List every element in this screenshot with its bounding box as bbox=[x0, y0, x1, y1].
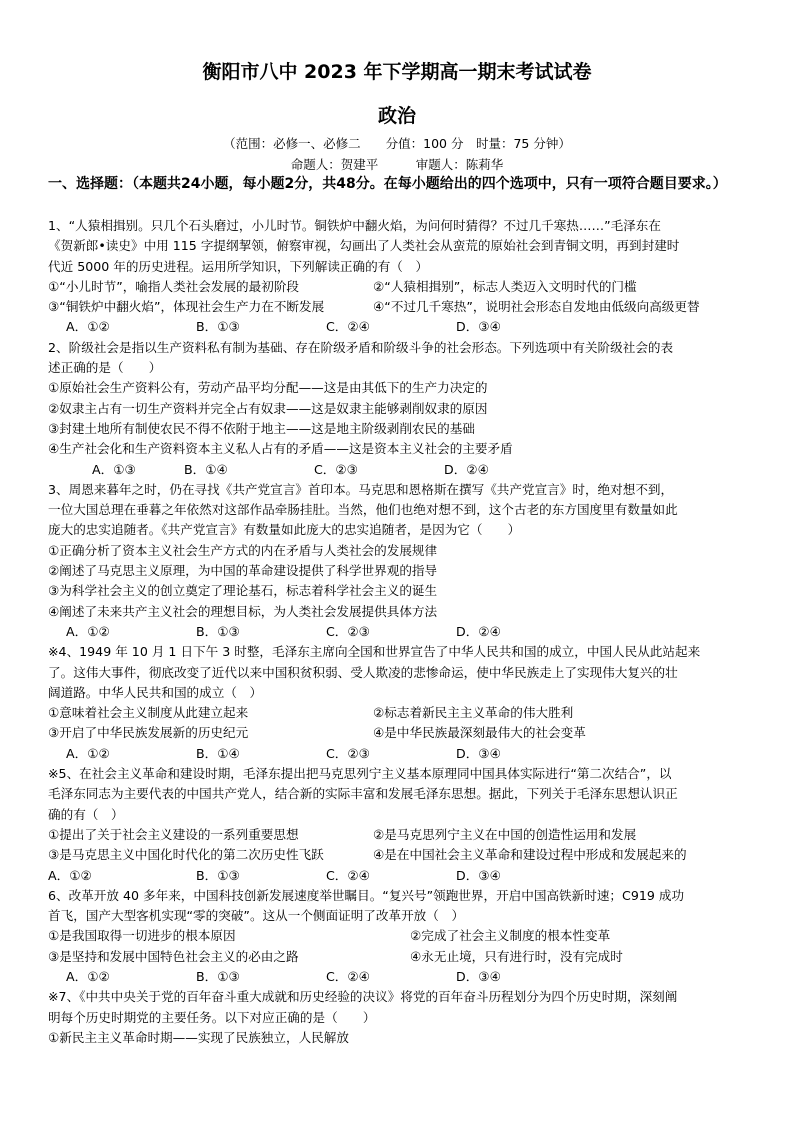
answer-option: D．②④ bbox=[444, 461, 489, 477]
answer-option: A．①② bbox=[66, 968, 110, 984]
answer-options bbox=[48, 460, 760, 480]
question-text: ①新民主主义革命时期——实现了民族独立，人民解放 bbox=[48, 1029, 349, 1045]
question-text: ※4、1949 年 10 月 1 日下午 3 时整，毛泽东主席向全国和世界宣告了中华人民共和国的成立，中国人民从此站起来 bbox=[48, 644, 701, 660]
answer-option: A．①② bbox=[48, 867, 92, 883]
question-2 bbox=[48, 338, 760, 480]
answer-option: C．②③ bbox=[314, 461, 358, 477]
answer-option: A．①③ bbox=[92, 461, 136, 477]
choice-item: ④是在中国社会主义革命和建设过程中形成和发展起来的 bbox=[373, 847, 687, 863]
choice-item: ①意味着社会主义制度从此建立起来 bbox=[48, 705, 249, 721]
question-text: 《贺新郎•读史》中用 115 字提纲挈领，俯察审视，勾画出了人类社会从蛮荒的原始社会到青铜文明，再到封建时 bbox=[48, 238, 680, 254]
question-text: 3、周恩来暮年之时，仍在寻找《共产党宣言》首印本。马克思和恩格斯在撰写《共产党宣言》时，绝对想不到， bbox=[48, 481, 674, 497]
exam-title: 衡阳市八中 2023 年下学期高一期末考试试卷 bbox=[202, 61, 592, 83]
question-text: ②奴隶主占有一切生产资料并完全占有奴隶——这是奴隶主能够剥削奴隶的原因 bbox=[48, 400, 488, 416]
question-text: 一位大国总理在垂暮之年依然对这部作品牵肠挂肚。当然，他们也绝对想不到，这个古老的东方国度里有数量如此 bbox=[48, 502, 678, 518]
question-text: 2、阶级社会是指以生产资料私有制为基础、存在阶级矛盾和阶级斗争的社会形态。下列选项中有关阶级社会的表 bbox=[48, 339, 674, 355]
question-text: ④阐述了未来共产主义社会的理想目标，为人类社会发展提供具体方法 bbox=[48, 603, 438, 619]
question-list bbox=[48, 216, 760, 1048]
choice-item: ④是中华民族最深刻最伟大的社会变革 bbox=[373, 725, 586, 741]
question-text: 首飞，国产大型客机实现“零的突破”。这从一个侧面证明了改革开放（ ） bbox=[48, 908, 465, 924]
answer-option: D．③④ bbox=[456, 745, 501, 761]
choice-row bbox=[48, 825, 760, 845]
question-text: 阔道路。中华人民共和国的成立（ ） bbox=[48, 684, 263, 700]
question-1 bbox=[48, 216, 760, 338]
choice-item: ③开启了中华民族发展新的历史纪元 bbox=[48, 725, 249, 741]
section-heading: 一、选择题：（本题共24小题，每小题2分，共48分。在每小题给出的四个选项中，只有一项符合题目要求。） bbox=[48, 176, 727, 192]
answer-options bbox=[48, 622, 760, 642]
question-text: ※7、《中共中央关于党的百年奋斗重大成就和历史经验的决议》将党的百年奋斗历程划分为四个历史时期，深刻阐 bbox=[48, 989, 678, 1005]
choice-item: ③是坚持和发展中国特色社会主义的必由之路 bbox=[48, 948, 299, 964]
answer-option: A．①② bbox=[66, 319, 110, 335]
question-5 bbox=[48, 764, 760, 886]
question-text: ②阐述了马克思主义原理，为中国的革命建设提供了科学世界观的指导 bbox=[48, 563, 438, 579]
question-text: 了。这伟大事件，彻底改变了近代以来中国积贫积弱、受人欺凌的悲惨命运，使中华民族走上了实现伟大复兴的壮 bbox=[48, 664, 678, 680]
choice-item: ①“小儿时节”，喻指人类社会发展的最初阶段 bbox=[48, 278, 300, 294]
answer-option: B．①③ bbox=[196, 319, 240, 335]
subject-title: 政治 bbox=[377, 105, 416, 127]
question-text: 庞大的忠实追随者。《共产党宣言》有数量如此庞大的忠实追随者，是因为它（ ） bbox=[48, 522, 521, 538]
answer-option: B．①④ bbox=[184, 461, 228, 477]
question-text: 确的有（ ） bbox=[48, 806, 124, 822]
choice-item: ②是马克思列宁主义在中国的创造性运用和发展 bbox=[373, 826, 637, 842]
answer-options bbox=[48, 866, 760, 886]
question-7 bbox=[48, 987, 760, 1048]
question-text: 1、“人猿相揖别。只几个石头磨过，小儿时节。铜铁炉中翻火焰，为问何时猜得？不过几千寒热……”毛泽东在 bbox=[48, 218, 661, 233]
question-text: 述正确的是（ ） bbox=[48, 360, 162, 376]
question-4 bbox=[48, 642, 760, 764]
answer-option: C．②④ bbox=[326, 867, 370, 883]
question-text: 明每个历史时期党的主要任务。以下对应正确的是（ ） bbox=[48, 1009, 376, 1025]
choice-item: ①是我国取得一切进步的根本原因 bbox=[48, 928, 236, 944]
answer-options bbox=[48, 744, 760, 764]
choice-row bbox=[48, 926, 760, 946]
exam-authors: 命题人：贺建平 审题人：陈莉华 bbox=[290, 157, 504, 172]
choice-row bbox=[48, 277, 760, 297]
answer-option: A．①② bbox=[66, 745, 110, 761]
question-6 bbox=[48, 886, 760, 987]
answer-option: B．①③ bbox=[196, 623, 240, 639]
choice-row bbox=[48, 703, 760, 723]
choice-row bbox=[48, 297, 760, 317]
choice-item: ②标志着新民主主义革命的伟大胜利 bbox=[373, 705, 574, 721]
answer-option: D．③④ bbox=[456, 867, 501, 883]
answer-options bbox=[48, 967, 760, 987]
answer-option: B．①④ bbox=[196, 745, 240, 761]
choice-item: ①提出了关于社会主义建设的一系列重要思想 bbox=[48, 826, 299, 842]
choice-item: ③是马克思主义中国化时代化的第二次历史性飞跃 bbox=[48, 847, 324, 863]
question-text: ①原始社会生产资料公有，劳动产品平均分配——这是由其低下的生产力决定的 bbox=[48, 380, 488, 396]
exam-scope: （范围：必修一、必修二 分值：100 分 时量：75 分钟） bbox=[223, 136, 571, 151]
answer-option: A．①② bbox=[66, 623, 110, 639]
choice-item: ②“人猿相揖别”，标志人类迈入文明时代的门槛 bbox=[373, 278, 637, 294]
question-text: ※5、在社会主义革命和建设时期，毛泽东提出把马克思列宁主义基本原理同中国具体实际进行“第二次结合”，以 bbox=[48, 766, 672, 782]
answer-option: C．②④ bbox=[326, 319, 370, 335]
question-text: ③封建土地所有制使农民不得不依附于地主——这是地主阶级剥削农民的基础 bbox=[48, 420, 475, 436]
answer-options bbox=[48, 317, 760, 337]
question-text: ③为科学社会主义的创立奠定了理论基石，标志着科学社会主义的诞生 bbox=[48, 583, 438, 599]
answer-option: B．①③ bbox=[196, 968, 240, 984]
choice-item: ②完成了社会主义制度的根本性变革 bbox=[410, 928, 611, 944]
choice-item: ③“铜铁炉中翻火焰”，体现社会生产力在不断发展 bbox=[48, 299, 325, 315]
choice-item: ④永无止境，只有进行时，没有完成时 bbox=[410, 948, 623, 964]
choice-row bbox=[48, 723, 760, 743]
answer-option: D．③④ bbox=[456, 968, 501, 984]
question-3 bbox=[48, 480, 760, 642]
question-text: ④生产社会化和生产资料资本主义私人占有的矛盾——这是资本主义社会的主要矛盾 bbox=[48, 441, 513, 457]
answer-option: D．②④ bbox=[456, 623, 501, 639]
answer-option: C．②④ bbox=[326, 968, 370, 984]
answer-option: C．②③ bbox=[326, 745, 370, 761]
question-text: 毛泽东同志为主要代表的中国共产党人，结合新的实际丰富和发展毛泽东思想。据此，下列关于毛泽东思想认识正 bbox=[48, 786, 678, 802]
choice-item: ④“不过几千寒热”，说明社会形态自发地由低级向高级更替 bbox=[373, 299, 700, 315]
question-text: 代近 5000 年的历史进程。运用所学知识，下列解读正确的有（ ） bbox=[48, 258, 429, 274]
choice-row bbox=[48, 947, 760, 967]
choice-row bbox=[48, 845, 760, 865]
question-text: ①正确分析了资本主义社会生产方式的内在矛盾与人类社会的发展规律 bbox=[48, 542, 438, 558]
answer-option: C．②③ bbox=[326, 623, 370, 639]
answer-option: B．①③ bbox=[196, 867, 240, 883]
question-text: 6、改革开放 40 多年来，中国科技创新发展速度举世瞩目。“复兴号”领跑世界，开启中国高铁新时速；C919 成功 bbox=[48, 887, 685, 903]
answer-option: D．③④ bbox=[456, 319, 501, 335]
